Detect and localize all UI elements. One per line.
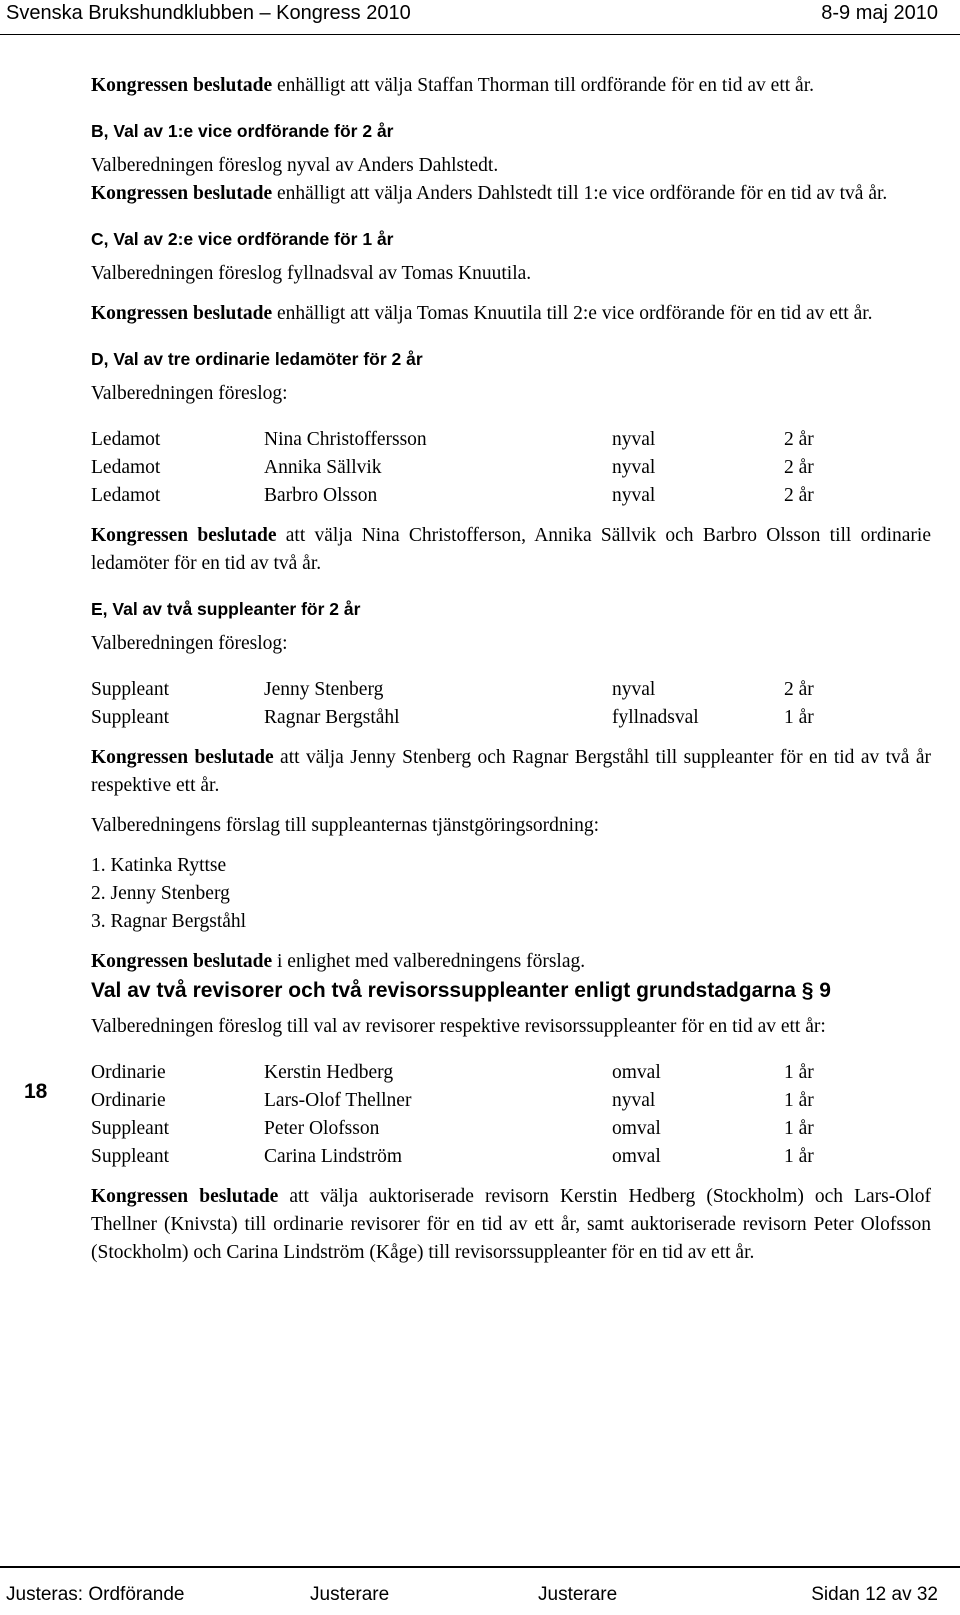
role-cell: Suppleant [91, 1118, 169, 1139]
footer-page-number: Sidan 12 av 32 [811, 1584, 938, 1605]
page-content [91, 72, 931, 1267]
section-18-title: Val av två revisorer och två revisorssuppleanter enligt grundstadgarna § 9 [91, 979, 831, 1002]
table-row [91, 1087, 814, 1115]
term-cell: 1 år [784, 1062, 814, 1083]
type-cell: omval [612, 1118, 661, 1139]
role-cell: Ledamot [91, 429, 161, 450]
decision-text: att välja auktoriserade revisorn Kerstin Hedberg (Stockholm) och Lars-Olof Thellner (Knivsta) till ordinarie revisorer för en tid av ett år, samt auktoriserade revisorn Peter Olofsson (Stockholm) och Carina Lindström (Kåge) till revisorssuppleanter för en tid av ett år. [91, 1186, 931, 1263]
list-item: 3. Ragnar Bergståhl [91, 911, 247, 932]
name-cell: Jenny Stenberg [264, 679, 384, 700]
term-cell: 2 år [784, 457, 814, 478]
type-cell: fyllnadsval [612, 707, 699, 728]
section-e-decision [91, 744, 931, 800]
table-row [91, 704, 814, 732]
type-cell: nyval [612, 1090, 656, 1111]
role-cell: Ledamot [91, 485, 161, 506]
list-item: 1. Katinka Ryttse [91, 855, 227, 876]
decided-label: Kongressen beslutade [91, 183, 273, 204]
role-cell: Suppleant [91, 1146, 169, 1167]
decision-text: enhälligt att välja Tomas Knuutila till 2:e vice ordförande för en tid av ett år. [272, 303, 873, 324]
intro-decision [91, 72, 931, 100]
type-cell: omval [612, 1062, 661, 1083]
section-d-heading: D, Val av tre ordinarie ledamöter för 2 år [91, 349, 423, 369]
section-b-heading: B, Val av 1:e vice ordförande för 2 år [91, 121, 394, 141]
footer-justerare-2: Justerare [538, 1584, 618, 1605]
section-c-decision [91, 300, 931, 328]
role-cell: Ledamot [91, 457, 161, 478]
section-e-proposal: Valberedningen föreslog: [91, 633, 288, 654]
page-header [0, 0, 960, 35]
type-cell: nyval [612, 429, 656, 450]
section-18-decision [91, 1183, 931, 1267]
decided-label: Kongressen beslutade [91, 951, 273, 972]
table-row [91, 676, 814, 704]
role-cell: Ordinarie [91, 1090, 166, 1111]
role-cell: Ordinarie [91, 1062, 166, 1083]
section-e-final-decision [91, 948, 931, 976]
table-row [91, 1059, 814, 1087]
header-date: 8-9 maj 2010 [821, 2, 938, 24]
role-cell: Suppleant [91, 679, 169, 700]
role-cell: Suppleant [91, 707, 169, 728]
name-cell: Kerstin Hedberg [264, 1062, 394, 1083]
section-number: 18 [24, 1080, 48, 1103]
term-cell: 2 år [784, 485, 814, 506]
section-c-heading: C, Val av 2:e vice ordförande för 1 år [91, 229, 394, 249]
decision-text: enhälligt att välja Anders Dahlstedt till 1:e vice ordförande för en tid av två år. [272, 183, 888, 204]
term-cell: 2 år [784, 679, 814, 700]
term-cell: 1 år [784, 1118, 814, 1139]
list-item: 2. Jenny Stenberg [91, 883, 230, 904]
decision-text: att välja Jenny Stenberg och Ragnar Bergståhl till suppleanter för en tid av två år respektive ett år. [91, 747, 931, 796]
decision-text: att välja Nina Christofferson, Annika Sällvik och Barbro Olsson till ordinarie ledamöter för en tid av två år. [91, 525, 931, 574]
section-b-proposal: Valberedningen föreslog nyval av Anders Dahlstedt. [91, 155, 499, 176]
name-cell: Annika Sällvik [264, 457, 382, 478]
type-cell: omval [612, 1146, 661, 1167]
name-cell: Lars-Olof Thellner [264, 1090, 412, 1111]
table-row [91, 426, 814, 454]
name-cell: Barbro Olsson [264, 485, 378, 506]
term-cell: 1 år [784, 707, 814, 728]
name-cell: Ragnar Bergståhl [264, 707, 400, 728]
order-list [91, 852, 931, 936]
table-row [91, 482, 814, 510]
section-e-order-intro: Valberedningens förslag till suppleanternas tjänstgöringsordning: [91, 815, 599, 836]
section-b-decision [91, 180, 931, 208]
section-c-proposal: Valberedningen föreslog fyllnadsval av Tomas Knuutila. [91, 263, 532, 284]
name-cell: Nina Christoffersson [264, 429, 427, 450]
section-18-table [91, 1059, 814, 1171]
decided-label: Kongressen beslutade [91, 1186, 279, 1207]
type-cell: nyval [612, 457, 656, 478]
type-cell: nyval [612, 679, 656, 700]
decided-label: Kongressen beslutade [91, 525, 277, 546]
term-cell: 1 år [784, 1146, 814, 1167]
term-cell: 2 år [784, 429, 814, 450]
name-cell: Peter Olofsson [264, 1118, 380, 1139]
decision-text: enhälligt att välja Staffan Thorman till ordförande för en tid av ett år. [272, 75, 814, 96]
table-row [91, 454, 814, 482]
section-e-heading: E, Val av två suppleanter för 2 år [91, 599, 361, 619]
table-row [91, 1143, 814, 1171]
type-cell: nyval [612, 485, 656, 506]
decision-text: i enlighet med valberedningens förslag. [272, 951, 586, 972]
section-d-table [91, 426, 814, 510]
decided-label: Kongressen beslutade [91, 303, 273, 324]
section-d-proposal: Valberedningen föreslog: [91, 383, 288, 404]
decided-label: Kongressen beslutade [91, 75, 273, 96]
decided-label: Kongressen beslutade [91, 747, 274, 768]
table-row [91, 1115, 814, 1143]
header-title: Svenska Brukshundklubben – Kongress 2010 [6, 2, 411, 24]
footer-justeras: Justeras: Ordförande [6, 1584, 185, 1605]
page-footer [0, 1566, 960, 1615]
section-d-decision [91, 522, 931, 578]
term-cell: 1 år [784, 1090, 814, 1111]
footer-justerare-1: Justerare [310, 1584, 390, 1605]
section-e-table [91, 676, 814, 732]
section-18-proposal: Valberedningen föreslog till val av revisorer respektive revisorssuppleanter för en tid av ett år: [91, 1016, 826, 1037]
name-cell: Carina Lindström [264, 1146, 403, 1167]
